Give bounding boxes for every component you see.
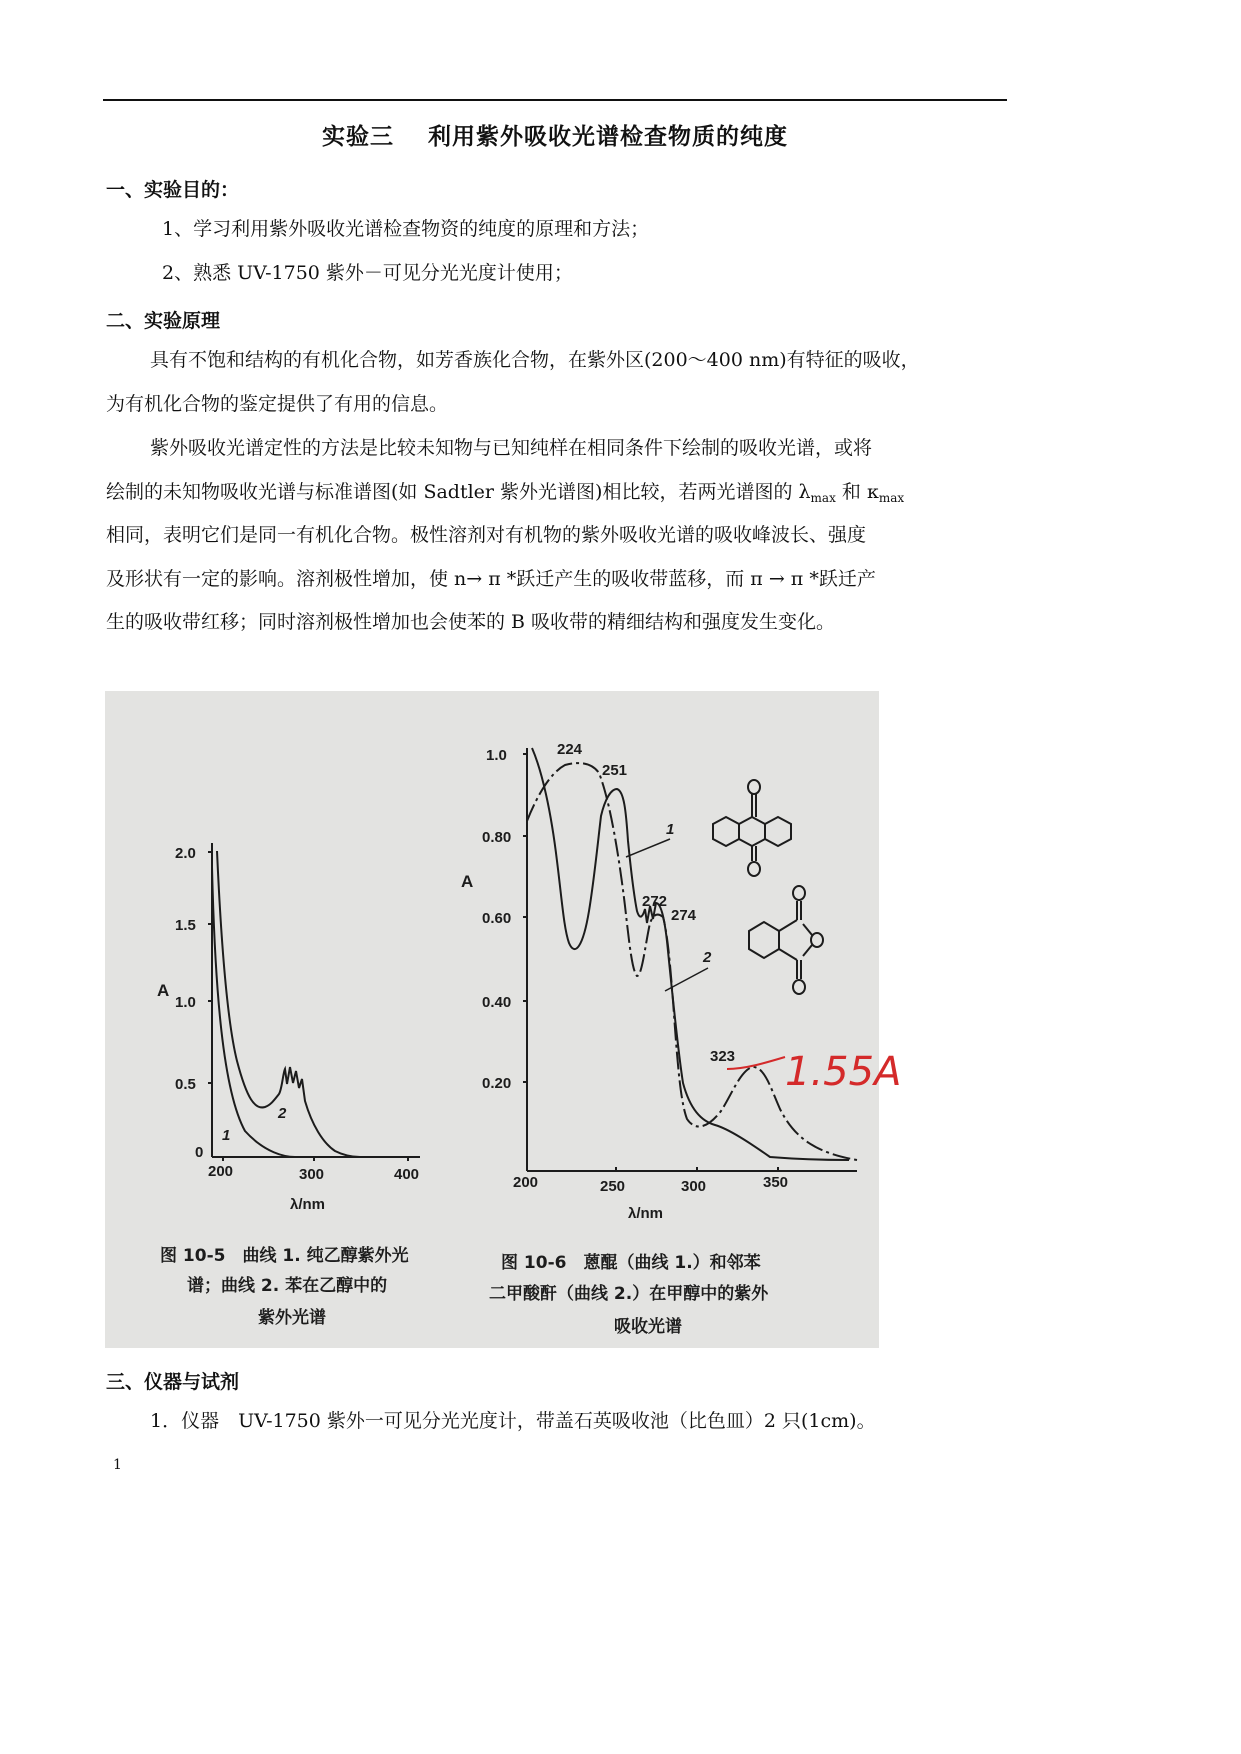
purpose-item-2: 2、熟悉 UV-1750 紫外－可见分光光度计使用； — [162, 262, 573, 284]
purpose-item-1: 1、学习利用紫外吸收光谱检查物资的纯度的原理和方法； — [162, 218, 650, 240]
left-curve-2-label: 2 — [278, 1105, 287, 1122]
right-y-tick-4: 0.40 — [482, 994, 512, 1011]
right-x-tick-3: 300 — [681, 1178, 707, 1195]
principle-p2-line5: 生的吸收带红移；同时溶剂极性增加也会使苯的 B 吸收带的精细结构和强度发生变化。 — [106, 611, 836, 633]
peak-label-251: 251 — [602, 762, 628, 779]
right-y-tick-5: 0.20 — [482, 1075, 512, 1092]
right-caption-line1: 图 10-6 蒽醌（曲线 1.）和邻苯 — [501, 1253, 761, 1273]
principle-p2-line1: 紫外吸收光谱定性的方法是比较未知物与已知纯样在相同条件下绘制的吸收光谱，或将 — [150, 437, 873, 459]
kappa-max-subscript: max — [878, 491, 905, 505]
peak-label-323: 323 — [710, 1048, 736, 1065]
title-prefix: 实验三 — [322, 124, 394, 150]
left-y-tick-2: 1.5 — [175, 917, 196, 934]
left-caption-line3: 紫外光谱 — [258, 1308, 326, 1328]
left-y-tick-3: 1.0 — [175, 994, 196, 1011]
handwritten-note: 1.55A — [785, 1049, 902, 1095]
page-number: 1 — [113, 1457, 122, 1473]
left-x-axis-label: λ/nm — [290, 1196, 326, 1213]
left-x-tick-3: 400 — [394, 1166, 420, 1183]
principle-p1-line1: 具有不饱和结构的有机化合物，如芳香族化合物，在紫外区(200～400 nm)有特征的吸收， — [150, 349, 920, 371]
principle-p2-line3: 相同，表明它们是同一有机化合物。极性溶剂对有机物的紫外吸收光谱的吸收峰波长、强度 — [106, 524, 867, 546]
principle-p1-line2: 为有机化合物的鉴定提供了有用的信息。 — [106, 393, 449, 415]
right-y-axis-label: A — [461, 872, 474, 891]
left-caption-line1: 图 10-5 曲线 1. 纯乙醇紫外光 — [160, 1246, 409, 1266]
right-curve-2-label: 2 — [703, 949, 712, 966]
section-heading-principle: 二、实验原理 — [106, 310, 221, 332]
instruments-item-1: 1．仪器 UV-1750 紫外一可见分光光度计，带盖石英吸收池（比色皿）2 只(1cm)。 — [150, 1410, 876, 1432]
right-y-tick-2: 0.80 — [482, 829, 512, 846]
right-y-tick-1: 1.0 — [486, 747, 507, 764]
left-x-tick-2: 300 — [299, 1166, 325, 1183]
right-caption-line2: 二甲酸酐（曲线 2.）在甲醇中的紫外 — [489, 1284, 769, 1304]
left-caption-line2: 谱；曲线 2. 苯在乙醇中的 — [187, 1276, 388, 1296]
principle-p2-line2-mid: 和 κ — [835, 481, 879, 503]
title-main: 利用紫外吸收光谱检查物质的纯度 — [428, 124, 788, 150]
left-y-tick-1: 2.0 — [175, 845, 196, 862]
page-title — [0, 118, 1110, 151]
principle-p2-line4: 及形状有一定的影响。溶剂极性增加，使 n→ π *跃迁产生的吸收带蓝移，而 π → π *跃迁产 — [106, 568, 876, 590]
left-curve-1-label: 1 — [222, 1127, 231, 1144]
peak-label-272: 272 — [642, 893, 668, 910]
right-caption-line3: 吸收光谱 — [614, 1317, 682, 1337]
peak-label-224: 224 — [557, 741, 583, 758]
right-x-tick-4: 350 — [763, 1174, 789, 1191]
right-x-axis-label: λ/nm — [628, 1205, 664, 1222]
left-y-tick-4: 0.5 — [175, 1076, 196, 1093]
right-curve-1-label: 1 — [666, 821, 675, 838]
principle-p2-line2-text: 绘制的未知物吸收光谱与标准谱图(如 Sadtler 紫外光谱图)相比较，若两光谱图的 λ — [106, 481, 811, 503]
section-heading-instruments: 三、仪器与试剂 — [106, 1371, 240, 1393]
left-y-tick-5: 0 — [195, 1144, 204, 1161]
right-x-tick-1: 200 — [513, 1174, 539, 1191]
left-y-axis-label: A — [157, 981, 170, 1000]
peak-label-274: 274 — [671, 907, 697, 924]
lambda-max-subscript: max — [810, 491, 836, 505]
left-x-tick-1: 200 — [208, 1163, 234, 1180]
principle-p2-line2 — [106, 482, 904, 509]
header-rule — [103, 99, 1007, 101]
right-y-tick-3: 0.60 — [482, 910, 512, 927]
section-heading-purpose: 一、实验目的： — [106, 179, 240, 201]
uv-spectra-figure — [105, 691, 902, 1348]
right-x-tick-2: 250 — [600, 1178, 626, 1195]
